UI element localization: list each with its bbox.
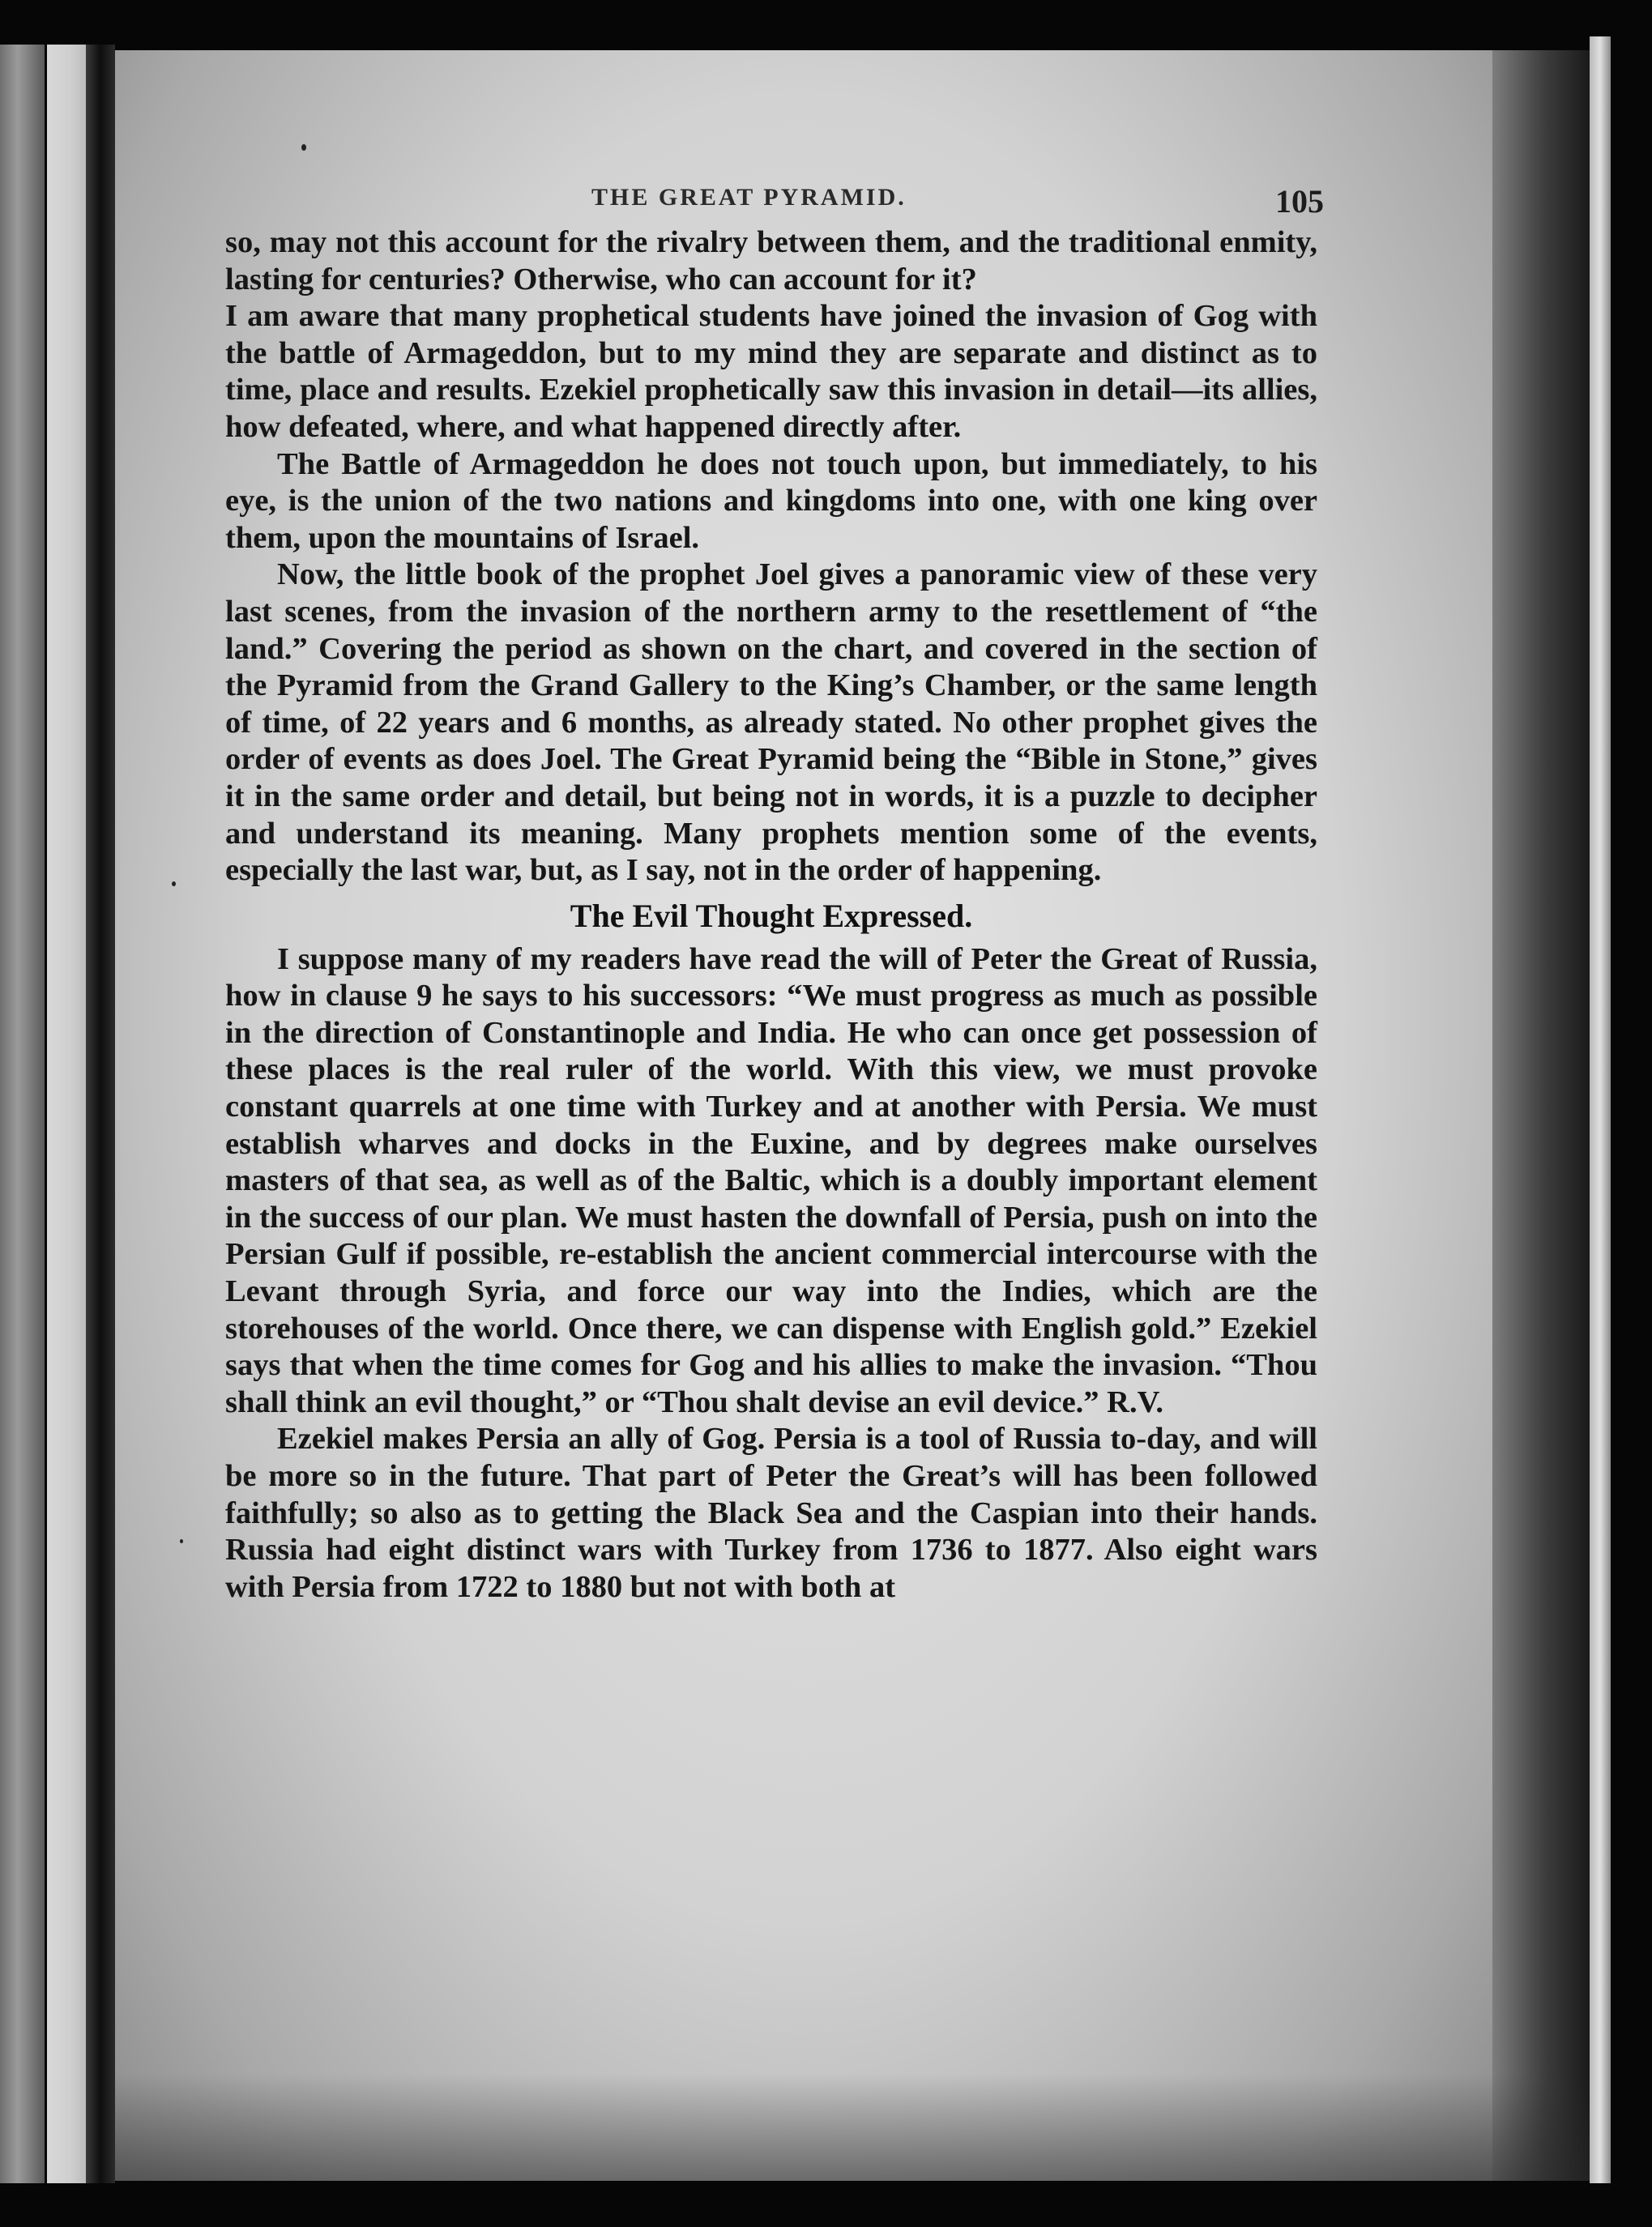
paragraph: The Battle of Armageddon he does not touch upon, but immediately, to his eye, is the union of the two nations and kingdoms into one, with one king over them, upon the mountains of Israel.: [225, 446, 1317, 555]
ink-speck: [301, 144, 306, 151]
page-number: 105: [1275, 183, 1324, 220]
ink-speck: [172, 881, 176, 886]
page-right-shadow: [1492, 50, 1590, 2181]
paragraph: I am aware that many prophetical students have joined the invasion of Gog with the battle of Armageddon, but to my mind they are separate and distinct as to time, place and results. Ezekiel prophetically saw this invasion in detail—its allies, how defeated, where, and what happened directly after.: [225, 299, 1317, 444]
paragraph: I suppose many of my readers have read the will of Peter the Great of Russia, how in clause 9 he says to his successors: “We must progress as much as possible in the direction of Constantinople and India. He who can once get possession of these places is the real ruler of the world. With this view, we must provoke constant quarrels at one time with Turkey and at another with Persia. We must establish wharves and docks in the Euxine, and by degrees make ourselves masters of that sea, as well as of the Baltic, which is a doubly important element in the success of our plan. We must hasten the downfall of Persia, push on into the Persian Gulf if possible, re-establish the ancient commercial intercourse with the Levant through Syria, and force our way into the Indies, which are the storehouses of the world. Once there, we can dispense with English gold.” Ezekiel says that when the time comes for Gog and his allies to make the invasion. “Thou shall think an evil thought,” or “Thou shalt devise an evil device.” R.V.: [225, 941, 1317, 1419]
running-title: THE GREAT PYRAMID.: [591, 184, 907, 211]
paragraph: so, may not this account for the rivalry between them, and the traditional enmity, lasting for centuries? Otherwise, who can account for it?: [225, 225, 1317, 297]
ink-speck: [180, 1539, 183, 1543]
paragraph: Ezekiel makes Persia an ally of Gog. Persia is a tool of Russia to-day, and will be more so in the future. That part of Peter the Great’s will has been followed faithfully; so also as to getting the Black Sea and the Caspian into their hands. Russia had eight distinct wars with Turkey from 1736 to 1877. Also eight wars with Persia from 1722 to 1880 but not with both at: [225, 1422, 1317, 1604]
left-page-margin: [47, 45, 86, 2183]
page-edge-strip: [1590, 36, 1611, 2183]
section-heading: The Evil Thought Expressed.: [570, 897, 973, 934]
paragraph: Now, the little book of the prophet Joel gives a panoramic view of these very last scenes, from the invasion of the northern army to the resettlement of “the land.” Covering the period as shown on the chart, and covered in the section of the Pyramid from the Grand Gallery to the King’s Chamber, or the same length of time, of 22 years and 6 months, as already stated. No other prophet gives the order of events as does Joel. The Great Pyramid being the “Bible in Stone,” gives it in the same order and detail, but being not in words, it is a puzzle to decipher and understand its meaning. Many prophets mention some of the events, especially the last war, but, as I say, not in the order of happening.: [225, 557, 1317, 888]
book-gutter: [86, 45, 115, 2183]
running-head: [225, 166, 1324, 224]
page-content: [225, 166, 1324, 1606]
page-bottom-shadow: [115, 2074, 1590, 2181]
left-page-edge: [0, 45, 45, 2183]
